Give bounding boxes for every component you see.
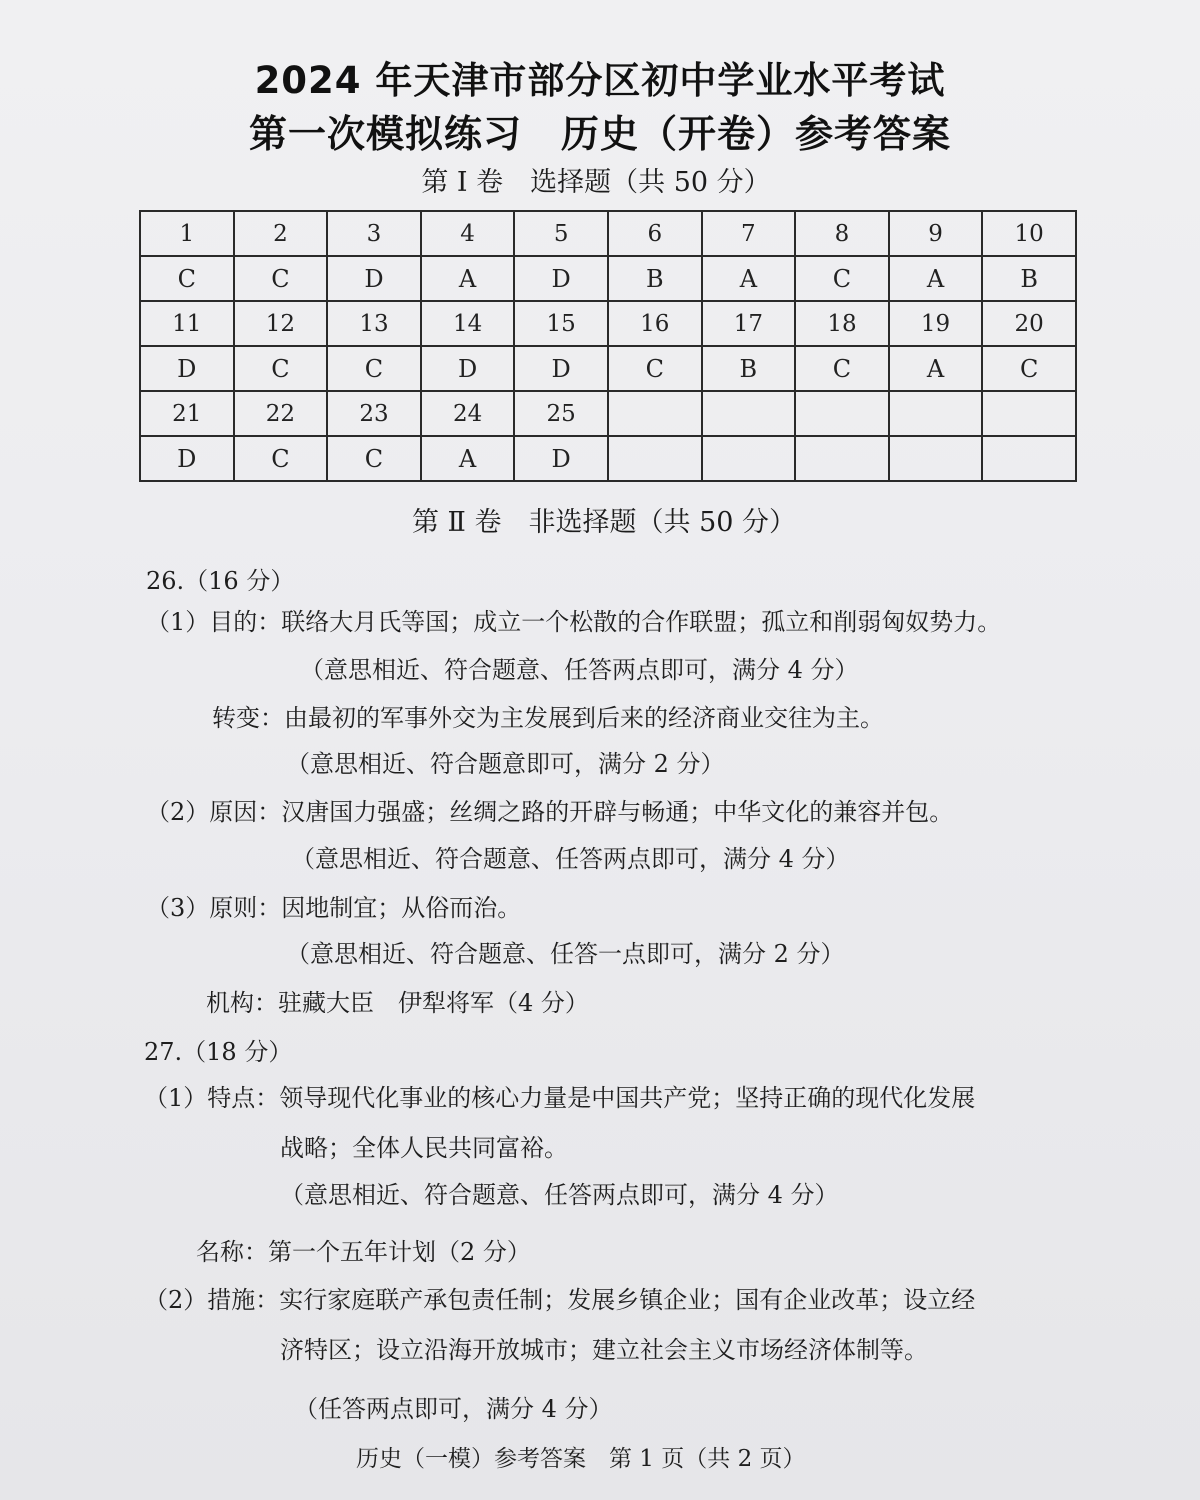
part1-heading: 第 Ⅰ 卷 选择题（共 50 分） [421, 167, 771, 198]
answer-cell: D [327, 256, 421, 301]
question-number-cell [608, 391, 702, 436]
answer-27-2-measures-cont: 济特区；设立沿海开放城市；建立社会主义市场经济体制等。 [280, 1336, 928, 1364]
question-number-cell: 11 [140, 301, 234, 346]
answer-27-1-name: 名称：第一个五年计划（2 分） [196, 1238, 531, 1266]
answer-cell: D [421, 346, 515, 391]
question-number-cell [702, 391, 796, 436]
question-27-heading: 27.（18 分） [144, 1038, 293, 1066]
answer-cell [889, 436, 983, 481]
answer-cell: A [889, 346, 983, 391]
question-number-cell: 19 [889, 301, 983, 346]
question-number-cell: 10 [982, 211, 1076, 256]
question-number-cell: 23 [327, 391, 421, 436]
answer-27-1-feature-cont: 战略；全体人民共同富裕。 [280, 1134, 568, 1162]
answer-cell [702, 436, 796, 481]
answer-cell [795, 436, 889, 481]
answer-cell: D [514, 436, 608, 481]
answer-cell: C [327, 436, 421, 481]
scoring-note: （任答两点即可，满分 4 分） [294, 1395, 613, 1423]
exam-title: 2024 年天津市部分区初中学业水平考试 [254, 59, 946, 102]
question-number-row [140, 391, 1076, 436]
answer-cell: A [889, 256, 983, 301]
question-number-cell: 13 [327, 301, 421, 346]
question-number-cell: 3 [327, 211, 421, 256]
answer-cell: C [982, 346, 1076, 391]
answer-cell [608, 436, 702, 481]
answer-cell: D [140, 346, 234, 391]
answer-letter-row [140, 256, 1076, 301]
question-number-cell: 7 [702, 211, 796, 256]
answer-cell: B [982, 256, 1076, 301]
exam-subtitle: 第一次模拟练习 历史（开卷）参考答案 [248, 112, 951, 156]
question-number-cell: 12 [234, 301, 328, 346]
question-number-cell: 20 [982, 301, 1076, 346]
answer-cell: B [702, 346, 796, 391]
scoring-note: （意思相近、符合题意、任答两点即可，满分 4 分） [280, 1181, 839, 1209]
answer-cell: C [795, 346, 889, 391]
question-number-cell [982, 391, 1076, 436]
question-number-cell: 16 [608, 301, 702, 346]
question-number-cell: 15 [514, 301, 608, 346]
answer-cell: C [608, 346, 702, 391]
answer-cell: A [421, 436, 515, 481]
answer-cell [982, 436, 1076, 481]
question-number-row [140, 301, 1076, 346]
question-number-cell: 22 [234, 391, 328, 436]
question-number-cell: 6 [608, 211, 702, 256]
answer-cell: D [514, 256, 608, 301]
question-26-heading: 26.（16 分） [146, 567, 295, 595]
page-footer: 历史（一模）参考答案 第 1 页（共 2 页） [356, 1446, 806, 1472]
question-number-cell: 25 [514, 391, 608, 436]
answer-table [139, 210, 1077, 482]
answer-cell: A [421, 256, 515, 301]
question-number-cell: 21 [140, 391, 234, 436]
answer-cell: D [514, 346, 608, 391]
answer-26-3-institution: 机构：驻藏大臣 伊犁将军（4 分） [206, 989, 589, 1017]
answer-cell: C [234, 346, 328, 391]
question-number-cell: 17 [702, 301, 796, 346]
question-number-row [140, 211, 1076, 256]
answer-27-2-measures: （2）措施：实行家庭联产承包责任制；发展乡镇企业；国有企业改革；设立经 [144, 1286, 976, 1314]
answer-cell: B [608, 256, 702, 301]
answer-cell: A [702, 256, 796, 301]
scoring-note: （意思相近、符合题意即可，满分 2 分） [286, 750, 725, 778]
question-number-cell: 8 [795, 211, 889, 256]
question-number-cell: 18 [795, 301, 889, 346]
question-number-cell: 1 [140, 211, 234, 256]
answer-26-1-purpose: （1）目的：联络大月氏等国；成立一个松散的合作联盟；孤立和削弱匈奴势力。 [146, 608, 1002, 636]
question-number-cell: 14 [421, 301, 515, 346]
answer-26-3-principle: （3）原则：因地制宜；从俗而治。 [146, 894, 522, 922]
answer-cell: C [140, 256, 234, 301]
scoring-note: （意思相近、符合题意、任答两点即可，满分 4 分） [291, 845, 850, 873]
answer-cell: D [140, 436, 234, 481]
question-number-cell: 4 [421, 211, 515, 256]
scoring-note: （意思相近、符合题意、任答一点即可，满分 2 分） [286, 940, 845, 968]
answer-cell: C [327, 346, 421, 391]
question-number-cell [795, 391, 889, 436]
answer-27-1-feature: （1）特点：领导现代化事业的核心力量是中国共产党；坚持正确的现代化发展 [144, 1084, 976, 1112]
part2-heading: 第 Ⅱ 卷 非选择题（共 50 分） [411, 507, 797, 538]
scoring-note: （意思相近、符合题意、任答两点即可，满分 4 分） [300, 656, 859, 684]
answer-26-2-reason: （2）原因：汉唐国力强盛；丝绸之路的开辟与畅通；中华文化的兼容并包。 [146, 798, 954, 826]
answer-cell: C [234, 436, 328, 481]
question-number-cell: 9 [889, 211, 983, 256]
question-number-cell [889, 391, 983, 436]
answer-letter-row [140, 346, 1076, 391]
answer-letter-row [140, 436, 1076, 481]
question-number-cell: 5 [514, 211, 608, 256]
answer-cell: C [795, 256, 889, 301]
question-number-cell: 2 [234, 211, 328, 256]
answer-26-1-change: 转变：由最初的军事外交为主发展到后来的经济商业交往为主。 [212, 704, 884, 732]
answer-cell: C [234, 256, 328, 301]
question-number-cell: 24 [421, 391, 515, 436]
